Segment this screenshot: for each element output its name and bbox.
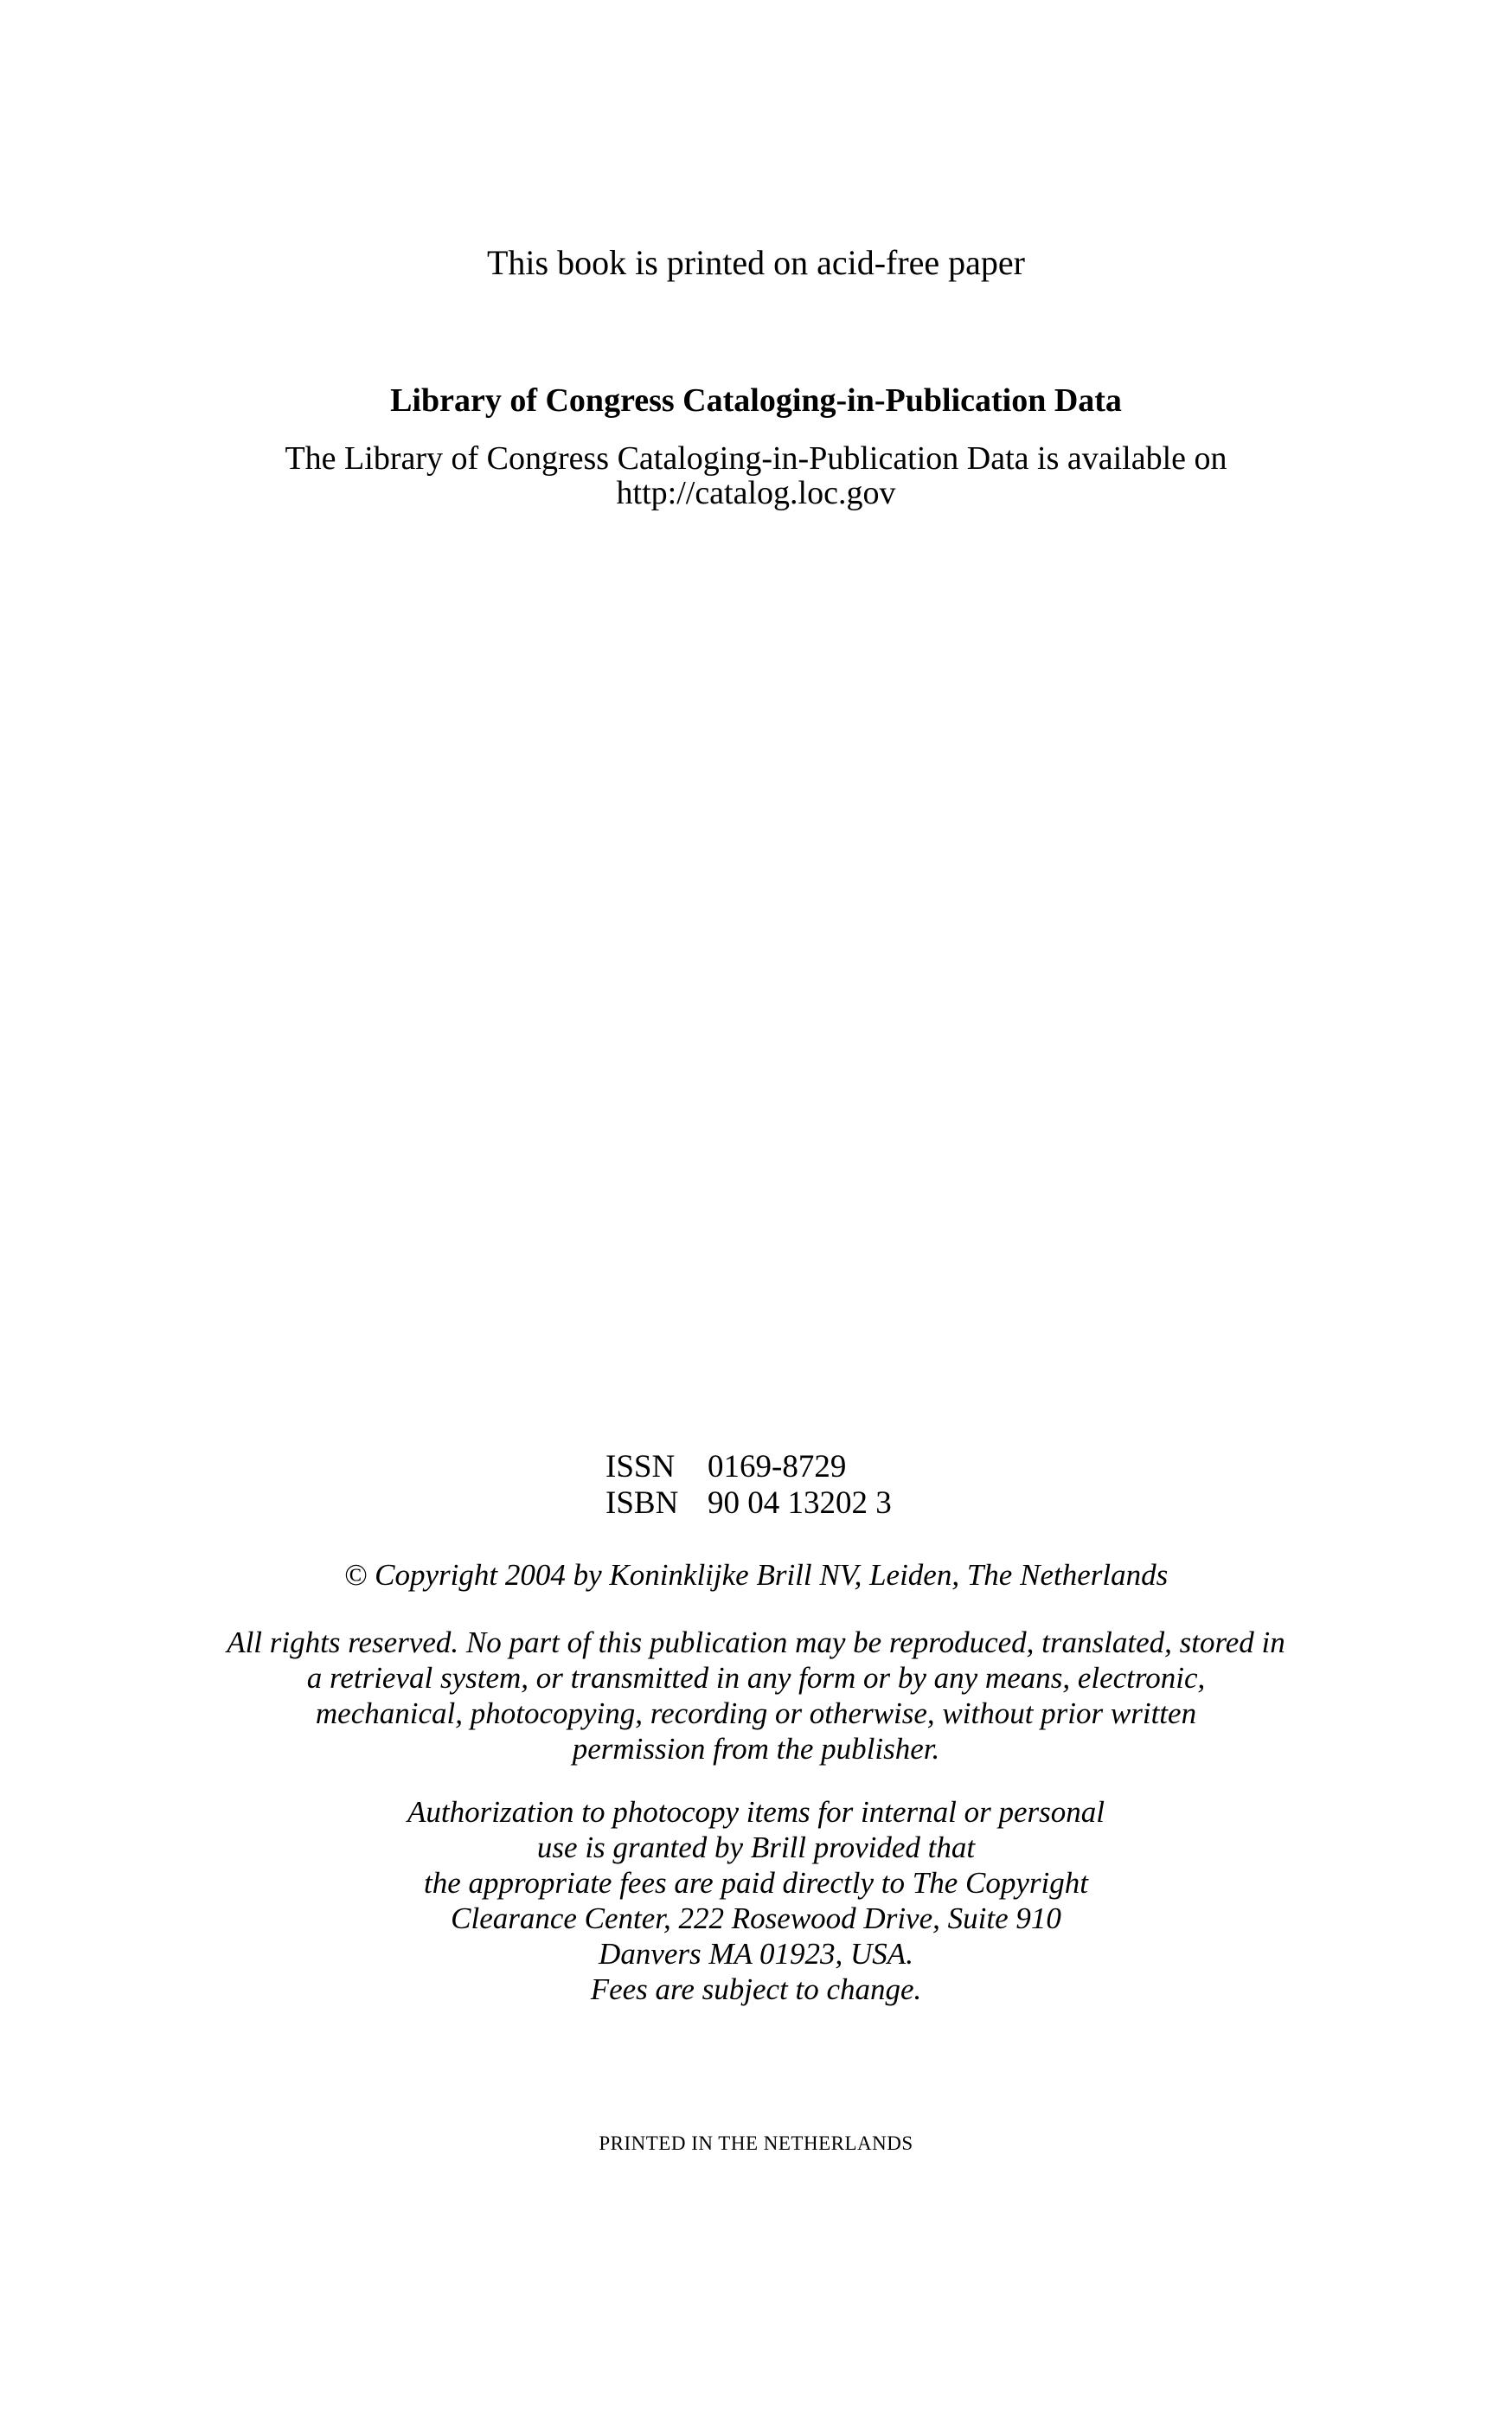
rights-line: All rights reserved. No part of this publication may be reproduced, translated, stored in [227, 1626, 1285, 1659]
authorization-line: Danvers MA 01923, USA. [599, 1937, 913, 1971]
issn-label: ISSN [605, 1449, 676, 1484]
identifier-block [605, 1449, 892, 1522]
cip-url: http://catalog.loc.gov [616, 475, 896, 511]
printed-in-notice: PRINTED IN THE NETHERLANDS [599, 2132, 913, 2154]
cip-line: The Library of Congress Cataloging-in-Publication Data is available on [285, 440, 1227, 477]
authorization-line: use is granted by Brill provided that [536, 1831, 976, 1864]
copyright-notice: © Copyright 2004 by Koninklijke Brill NV, Leiden, The Netherlands [343, 1558, 1169, 1592]
authorization-line: Clearance Center, 222 Rosewood Drive, Suite 910 [451, 1901, 1061, 1935]
isbn-value: 90 04 13202 3 [708, 1485, 892, 1521]
issn-row [605, 1449, 892, 1485]
rights-line: a retrieval system, or transmitted in any form or by any means, electronic, [306, 1661, 1206, 1695]
authorization-line: the appropriate fees are paid directly to The Copyright [424, 1866, 1088, 1900]
acid-free-notice: This book is printed on acid-free paper [486, 243, 1025, 282]
photocopy-authorization-paragraph [0, 1794, 1512, 2007]
isbn-label: ISBN [605, 1485, 679, 1521]
authorization-line: Fees are subject to change. [590, 1972, 922, 2006]
cip-availability [0, 441, 1512, 510]
cip-heading: Library of Congress Cataloging-in-Publication Data [390, 382, 1122, 419]
issn-value: 0169-8729 [708, 1449, 847, 1484]
isbn-row [605, 1485, 892, 1522]
rights-line: mechanical, photocopying, recording or otherwise, without prior written [315, 1696, 1197, 1730]
rights-line: permission from the publisher. [572, 1732, 940, 1766]
rights-reserved-paragraph [0, 1625, 1512, 1767]
authorization-line: Authorization to photocopy items for internal or personal [407, 1795, 1105, 1829]
